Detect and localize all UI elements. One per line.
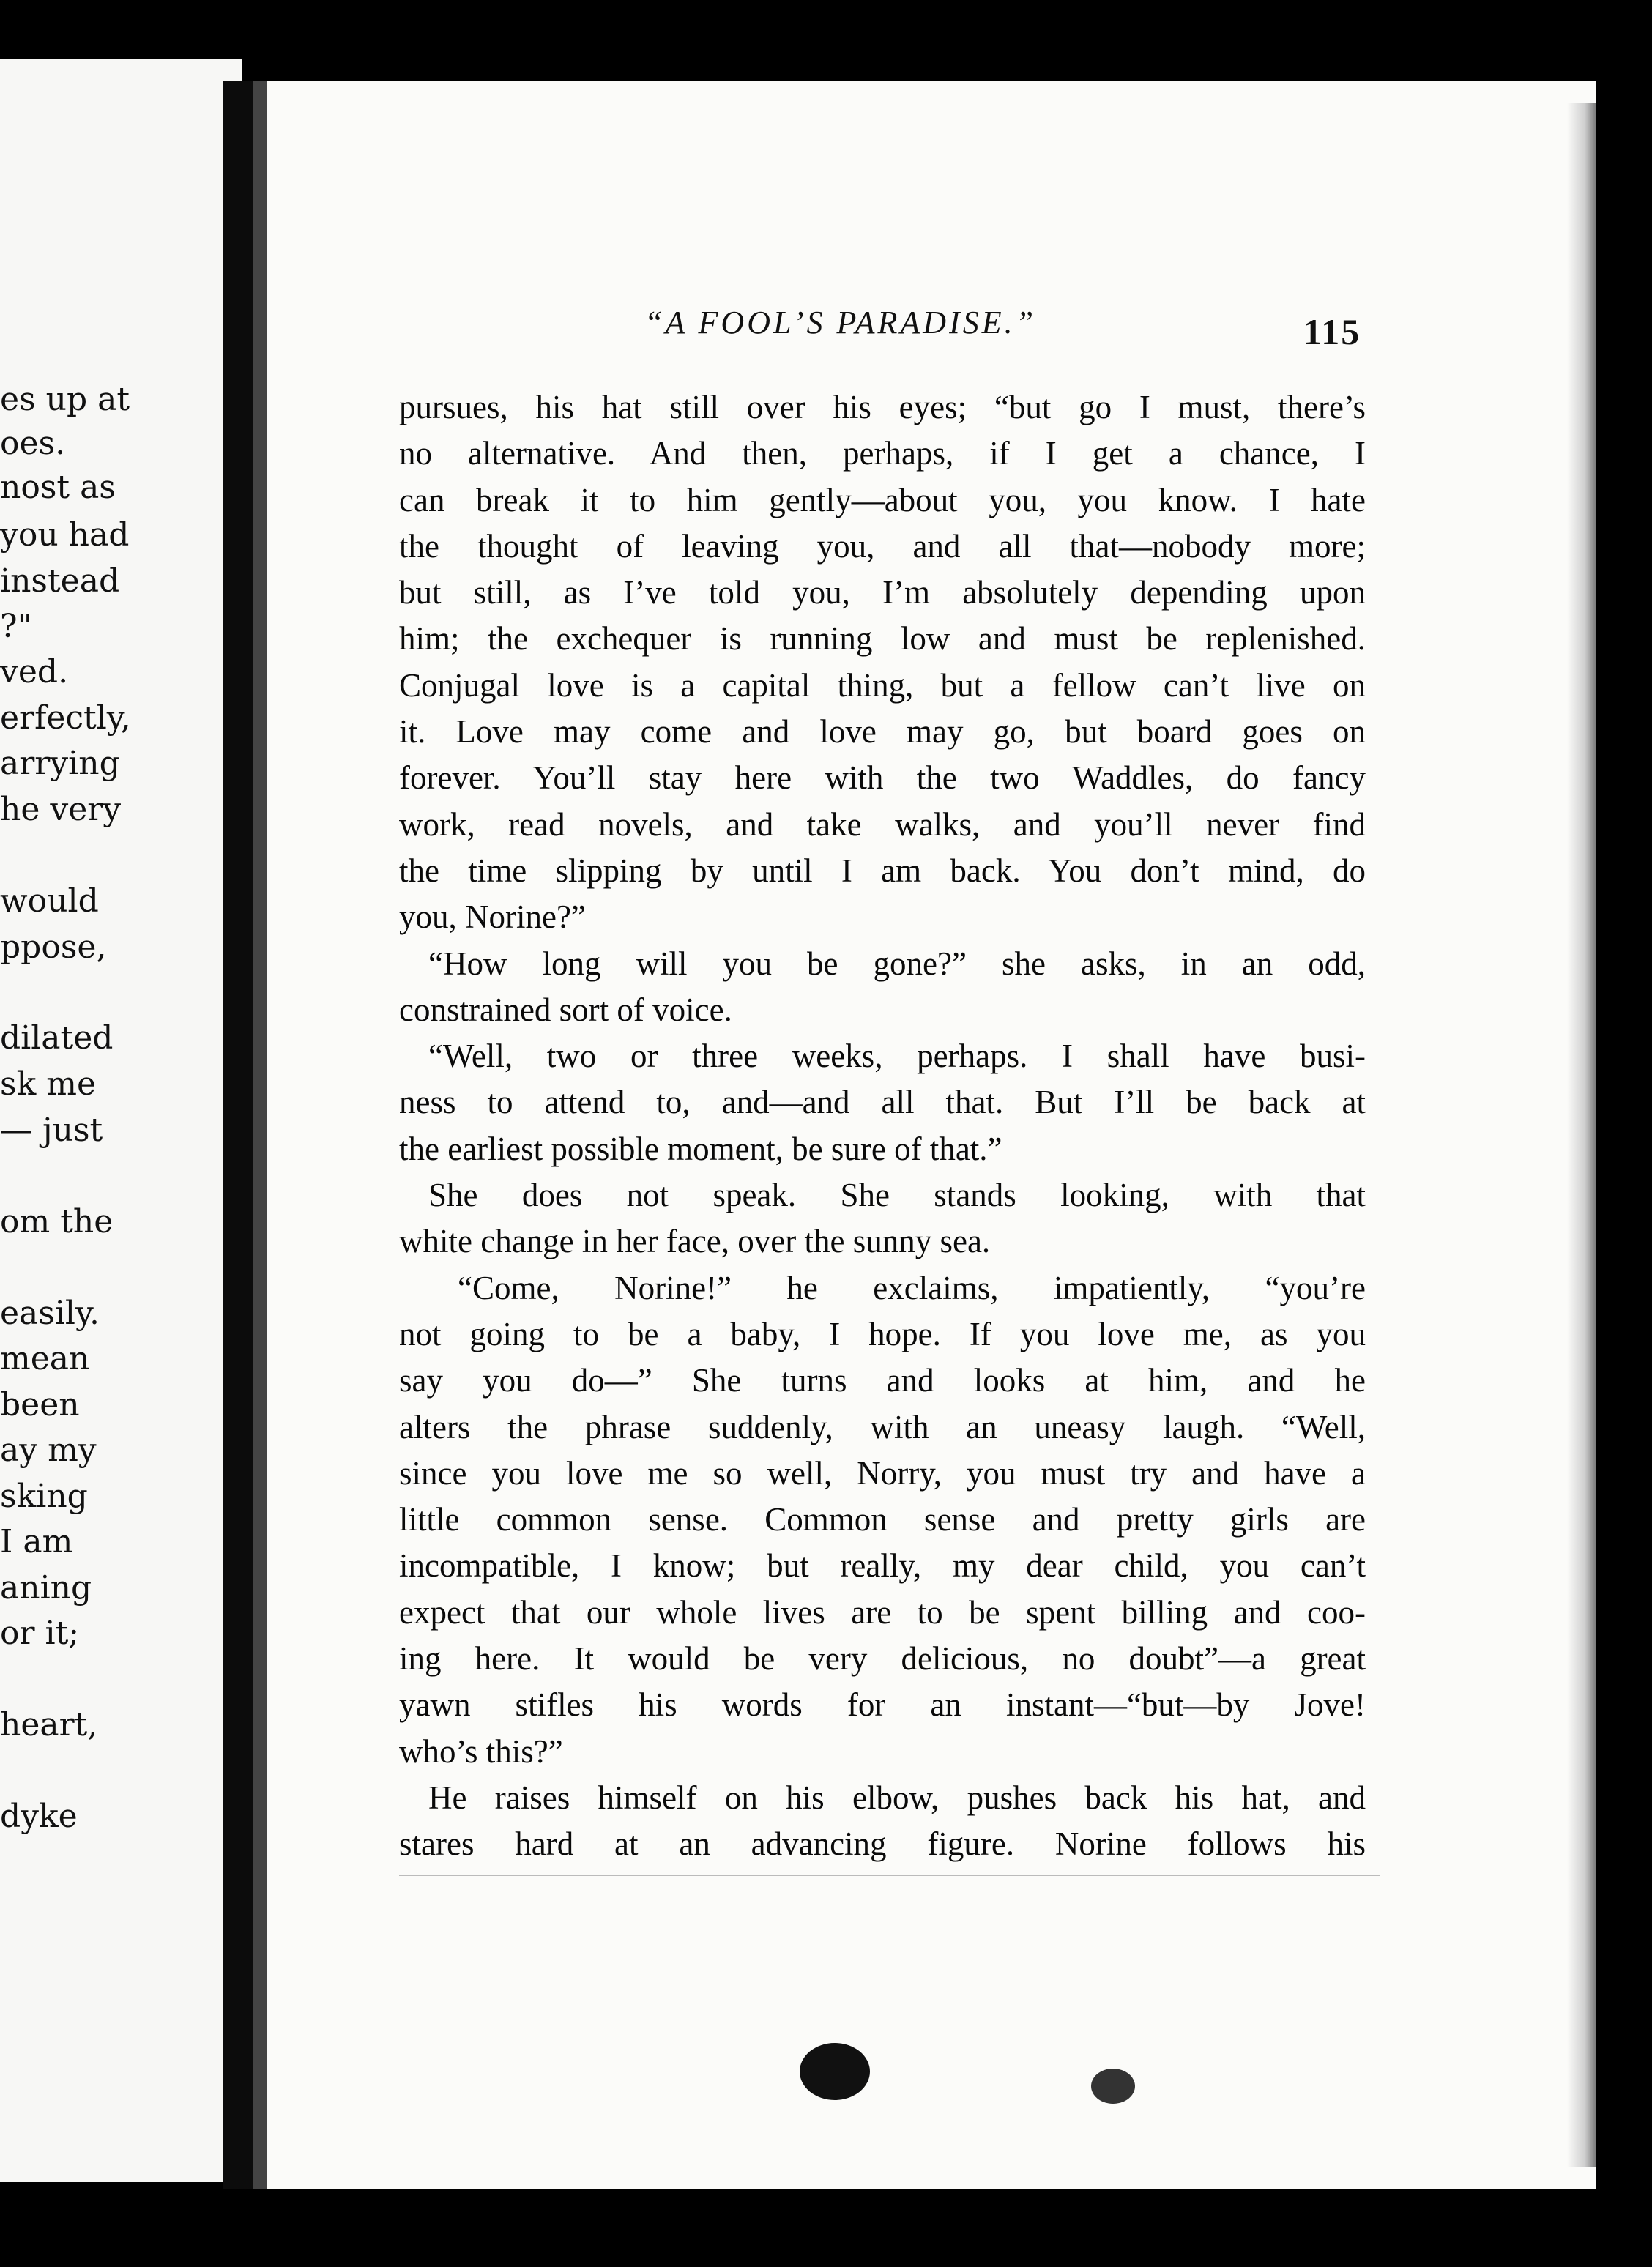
text-line: the earliest possible moment, be sure of that.”: [399, 1130, 1002, 1167]
left-page-fragment: arrying: [0, 745, 120, 782]
ink-blot: [1091, 2069, 1135, 2104]
text-line: the thought of leaving you, and all that—nobody more;: [399, 527, 1366, 565]
left-page-fragment: sking: [0, 1478, 88, 1515]
left-page-fragment: — just: [0, 1112, 103, 1149]
left-page-fragment: es up at: [0, 381, 130, 418]
text-line: you, Norine?”: [399, 898, 586, 936]
left-page-fragment: ay my: [0, 1432, 97, 1469]
left-page-fragment: heart,: [0, 1706, 98, 1743]
running-head: “A FOOL’S PARADISE.”: [644, 305, 1037, 340]
text-line: the time slipping by until I am back. You don’t mind, do: [399, 852, 1366, 889]
text-line: say you do—” She turns and looks at him, and he: [399, 1362, 1366, 1399]
text-line: it. Love may come and love may go, but board goes on: [399, 713, 1366, 751]
left-page-fragment: ppose,: [0, 928, 107, 966]
left-page-fragment: om the: [0, 1203, 114, 1240]
text-line: yawn stifles his words for an instant—“but—by Jove!: [399, 1686, 1366, 1724]
text-line: Conjugal love is a capital thing, but a fellow can’t live on: [399, 666, 1366, 704]
binding-gutter: [223, 81, 253, 2189]
text-line: not going to be a baby, I hope. If you love me, as you: [399, 1315, 1366, 1352]
left-page-fragment: been: [0, 1386, 80, 1423]
text-line: him; the exchequer is running low and must be replenished.: [399, 620, 1366, 658]
text-line: expect that our whole lives are to be spent billing and coo-: [399, 1593, 1366, 1631]
left-page-fragment: you had: [0, 516, 130, 554]
ink-blot: [800, 2043, 870, 2100]
left-page-fragment: oes.: [0, 425, 66, 462]
left-page-fragment: erfectly,: [0, 699, 131, 737]
text-line: no alternative. And then, perhaps, if I get a chance, I: [399, 435, 1366, 472]
text-line: stares hard at an advancing figure. Norine follows his: [399, 1825, 1366, 1863]
page-number: 115: [1303, 311, 1361, 352]
body-text: [399, 384, 1366, 1868]
text-line: She does not speak. She stands looking, with that: [428, 1177, 1366, 1214]
text-line: pursues, his hat still over his eyes; “but go I must, there’s: [399, 389, 1366, 425]
text-line: white change in her face, over the sunny sea.: [399, 1223, 991, 1260]
left-page-fragment: easily.: [0, 1295, 100, 1332]
left-page-fragment: ?": [0, 608, 32, 645]
text-line: “Well, two or three weeks, perhaps. I shall have busi-: [428, 1038, 1366, 1075]
text-line: since you love me so well, Norry, you must try and have a: [399, 1454, 1366, 1492]
left-page-fragment: ved.: [0, 653, 69, 690]
text-line: work, read novels, and take walks, and you’ll never find: [399, 805, 1366, 843]
text-line: He raises himself on his elbow, pushes back his hat, and: [428, 1779, 1366, 1816]
left-page-fragment: he very: [0, 791, 122, 828]
text-line: alters the phrase suddenly, with an uneasy laugh. “Well,: [399, 1408, 1366, 1445]
text-line: “How long will you be gone?” she asks, in an odd,: [428, 945, 1366, 982]
text-line: can break it to him gently—about you, you know. I hate: [399, 481, 1366, 518]
text-line: “Come, Norine!” he exclaims, impatiently, “you’re: [458, 1269, 1366, 1306]
text-line: little common sense. Common sense and pretty girls are: [399, 1501, 1366, 1538]
text-line: incompatible, I know; but really, my dear child, you can’t: [399, 1547, 1366, 1585]
left-page-fragment: sk me: [0, 1065, 96, 1103]
text-line: constrained sort of voice.: [399, 991, 732, 1028]
left-page-fragment: dilated: [0, 1019, 114, 1057]
text-line: ness to attend to, and—and all that. But I’ll be back at: [399, 1084, 1366, 1121]
page-crease-line: [399, 1875, 1380, 1876]
left-page-fragment: aning: [0, 1569, 92, 1607]
left-page-fragment: would: [0, 882, 99, 920]
left-page-fragment: or it;: [0, 1615, 80, 1652]
left-facing-page: [0, 59, 242, 2182]
binding-shadow: [253, 81, 267, 2189]
text-line: but still, as I’ve told you, I’m absolutely depending upon: [399, 574, 1366, 611]
left-page-fragment: instead: [0, 562, 120, 600]
left-page-fragment: dyke: [0, 1798, 78, 1835]
left-page-fragment: I am: [0, 1523, 73, 1560]
text-line: who’s this?”: [399, 1732, 563, 1770]
left-page-fragment: mean: [0, 1340, 90, 1377]
left-page-fragment: nost as: [0, 469, 116, 506]
text-line: ing here. It would be very delicious, no doubt”—a great: [399, 1640, 1366, 1678]
page-edge-shadow: [1567, 103, 1596, 2167]
text-line: forever. You’ll stay here with the two Waddles, do fancy: [399, 759, 1366, 797]
